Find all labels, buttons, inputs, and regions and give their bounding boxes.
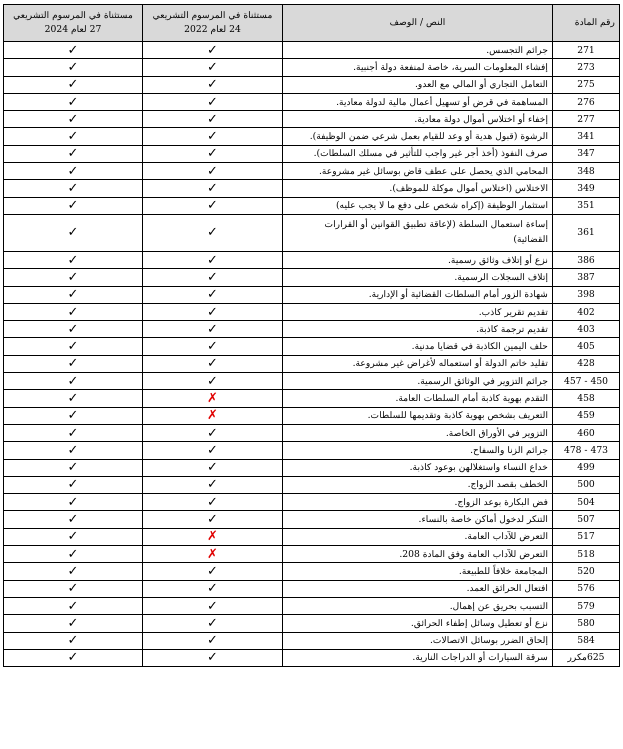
decree-2022-mark: ✓ <box>143 286 283 303</box>
table-row <box>4 269 620 286</box>
article-number: 625مكرر <box>553 649 620 666</box>
article-description: إلحاق الضرر بوسائل الاتصالات. <box>283 632 553 649</box>
table-row <box>4 632 620 649</box>
decree-2022-mark: ✓ <box>143 615 283 632</box>
article-description: إساءة استعمال السلطة (لإعاقة تطبيق القوانين أو القرارات القضائية) <box>283 214 553 251</box>
article-number: 500 <box>553 476 620 493</box>
table-row <box>4 321 620 338</box>
article-description: المجامعة خلافاً للطبيعة. <box>283 563 553 580</box>
decree-2024-mark: ✓ <box>4 442 143 459</box>
article-description: حلف اليمين الكاذبة في قضايا مدنية. <box>283 338 553 355</box>
decree-2024-mark: ✓ <box>4 321 143 338</box>
decree-2022-mark: ✓ <box>143 476 283 493</box>
decree-2022-mark: ✗ <box>143 407 283 424</box>
decree-2024-mark: ✓ <box>4 615 143 632</box>
table-row <box>4 111 620 128</box>
decree-2024-mark: ✓ <box>4 424 143 441</box>
decree-2022-mark: ✓ <box>143 111 283 128</box>
article-description: صرف النفوذ (أخذ أجر غير واجب للتأثير في مسلك السلطات). <box>283 145 553 162</box>
article-number: 458 <box>553 390 620 407</box>
article-number: 576 <box>553 580 620 597</box>
article-description: التعرض للآداب العامة وفق المادة 208. <box>283 546 553 563</box>
header-decree-2024: مستثناة في المرسوم التشريعي 27 لعام 2024 <box>4 5 143 42</box>
article-number: 517 <box>553 528 620 545</box>
article-description: إخفاء أو اختلاس أموال دولة معادية. <box>283 111 553 128</box>
decree-2022-mark: ✓ <box>143 76 283 93</box>
decree-2024-mark: ✓ <box>4 476 143 493</box>
decree-2024-mark: ✓ <box>4 180 143 197</box>
article-number: 271 <box>553 42 620 59</box>
table-row <box>4 597 620 614</box>
article-number: 584 <box>553 632 620 649</box>
table-row <box>4 407 620 424</box>
table-row <box>4 563 620 580</box>
article-description: التقدم بهوية كاذبة أمام السلطات العامة. <box>283 390 553 407</box>
article-number: 402 <box>553 303 620 320</box>
decree-2024-mark: ✓ <box>4 145 143 162</box>
table-row <box>4 649 620 666</box>
article-description: تقليد خاتم الدولة أو استعماله لأغراض غير مشروعة. <box>283 355 553 372</box>
table-row <box>4 511 620 528</box>
article-number: 580 <box>553 615 620 632</box>
table-row <box>4 424 620 441</box>
decree-2022-mark: ✓ <box>143 373 283 390</box>
article-description: المساهمة في قرض أو تسهيل أعمال مالية لدولة معادية. <box>283 93 553 110</box>
decree-2022-mark: ✗ <box>143 390 283 407</box>
decree-2024-mark: ✓ <box>4 303 143 320</box>
decree-2022-mark: ✗ <box>143 546 283 563</box>
table-row <box>4 93 620 110</box>
article-description: نزع أو تعطيل وسائل إطفاء الحرائق. <box>283 615 553 632</box>
decree-2022-mark: ✓ <box>143 442 283 459</box>
article-number: 349 <box>553 180 620 197</box>
decree-2022-mark: ✓ <box>143 355 283 372</box>
exceptions-table <box>3 4 620 667</box>
article-number: 277 <box>553 111 620 128</box>
decree-2022-mark: ✓ <box>143 321 283 338</box>
decree-2024-mark: ✓ <box>4 286 143 303</box>
article-description: التعامل التجاري أو المالي مع العدو. <box>283 76 553 93</box>
decree-2024-mark: ✓ <box>4 528 143 545</box>
article-number: 518 <box>553 546 620 563</box>
article-number: 520 <box>553 563 620 580</box>
table-row <box>4 76 620 93</box>
article-number: 341 <box>553 128 620 145</box>
decree-2022-mark: ✗ <box>143 528 283 545</box>
article-description: الخطف بقصد الزواج. <box>283 476 553 493</box>
decree-2024-mark: ✓ <box>4 355 143 372</box>
article-description: جرائم التزوير في الوثائق الرسمية. <box>283 373 553 390</box>
article-description: الرشوة (قبول هدية أو وعد للقيام بعمل شرعي ضمن الوظيفة). <box>283 128 553 145</box>
decree-2024-mark: ✓ <box>4 251 143 268</box>
article-description: تقديم تقرير كاذب. <box>283 303 553 320</box>
article-number: 450 - 457 <box>553 373 620 390</box>
decree-2022-mark: ✓ <box>143 338 283 355</box>
article-number: 348 <box>553 163 620 180</box>
decree-2024-mark: ✓ <box>4 546 143 563</box>
article-number: 403 <box>553 321 620 338</box>
decree-2024-mark: ✓ <box>4 407 143 424</box>
decree-2022-mark: ✓ <box>143 632 283 649</box>
table-row <box>4 580 620 597</box>
decree-2024-mark: ✓ <box>4 128 143 145</box>
article-number: 276 <box>553 93 620 110</box>
decree-2022-mark: ✓ <box>143 145 283 162</box>
article-description: جرائم التجسس. <box>283 42 553 59</box>
article-description: التنكر لدخول أماكن خاصة بالنساء. <box>283 511 553 528</box>
article-number: 387 <box>553 269 620 286</box>
table-row <box>4 214 620 251</box>
header-description: النص / الوصف <box>283 5 553 42</box>
article-description: التزوير في الأوراق الخاصة. <box>283 424 553 441</box>
article-number: 405 <box>553 338 620 355</box>
table-row <box>4 128 620 145</box>
decree-2022-mark: ✓ <box>143 59 283 76</box>
decree-2024-mark: ✓ <box>4 76 143 93</box>
decree-2022-mark: ✓ <box>143 494 283 511</box>
article-number: 273 <box>553 59 620 76</box>
article-number: 459 <box>553 407 620 424</box>
decree-2024-mark: ✓ <box>4 597 143 614</box>
decree-2022-mark: ✓ <box>143 303 283 320</box>
decree-2024-mark: ✓ <box>4 563 143 580</box>
decree-2024-mark: ✓ <box>4 269 143 286</box>
header-row <box>4 5 620 42</box>
table-row <box>4 494 620 511</box>
decree-2022-mark: ✓ <box>143 269 283 286</box>
article-number: 579 <box>553 597 620 614</box>
table-row <box>4 546 620 563</box>
article-description: التسبب بحريق عن إهمال. <box>283 597 553 614</box>
decree-2022-mark: ✓ <box>143 93 283 110</box>
table-row <box>4 373 620 390</box>
article-number: 275 <box>553 76 620 93</box>
document-page <box>3 4 619 667</box>
decree-2024-mark: ✓ <box>4 42 143 59</box>
decree-2024-mark: ✓ <box>4 632 143 649</box>
table-row <box>4 338 620 355</box>
article-description: سرقة السيارات أو الدراجات النارية. <box>283 649 553 666</box>
article-description: افتعال الحرائق العمد. <box>283 580 553 597</box>
decree-2022-mark: ✓ <box>143 197 283 214</box>
article-number: 347 <box>553 145 620 162</box>
article-number: 386 <box>553 251 620 268</box>
decree-2024-mark: ✓ <box>4 580 143 597</box>
decree-2022-mark: ✓ <box>143 180 283 197</box>
article-description: المحامي الذي يحصل على عطف قاض بوسائل غير مشروعة. <box>283 163 553 180</box>
table-row <box>4 303 620 320</box>
table-row <box>4 528 620 545</box>
table-row <box>4 163 620 180</box>
table-row <box>4 615 620 632</box>
decree-2022-mark: ✓ <box>143 251 283 268</box>
article-description: التعرض للآداب العامة. <box>283 528 553 545</box>
decree-2022-mark: ✓ <box>143 214 283 251</box>
table-row <box>4 476 620 493</box>
article-description: الاختلاس (اختلاس أموال موكلة للموظف). <box>283 180 553 197</box>
decree-2022-mark: ✓ <box>143 128 283 145</box>
header-article-number: رقم المادة <box>553 5 620 42</box>
table-row <box>4 442 620 459</box>
article-description: فض البكارة بوعد الزواج. <box>283 494 553 511</box>
article-description: تقديم ترجمة كاذبة. <box>283 321 553 338</box>
decree-2022-mark: ✓ <box>143 649 283 666</box>
decree-2022-mark: ✓ <box>143 563 283 580</box>
article-number: 507 <box>553 511 620 528</box>
decree-2024-mark: ✓ <box>4 93 143 110</box>
article-number: 473 - 478 <box>553 442 620 459</box>
decree-2024-mark: ✓ <box>4 111 143 128</box>
table-row <box>4 390 620 407</box>
header-decree-2022: مستثناة في المرسوم التشريعي 24 لعام 2022 <box>143 5 283 42</box>
decree-2022-mark: ✓ <box>143 459 283 476</box>
article-number: 504 <box>553 494 620 511</box>
decree-2022-mark: ✓ <box>143 42 283 59</box>
table-row <box>4 197 620 214</box>
article-description: خداع النساء واستغلالهن بوعود كاذبة. <box>283 459 553 476</box>
article-description: إتلاف السجلات الرسمية. <box>283 269 553 286</box>
decree-2022-mark: ✓ <box>143 424 283 441</box>
decree-2024-mark: ✓ <box>4 649 143 666</box>
article-description: جرائم الزنا والسفاح. <box>283 442 553 459</box>
decree-2022-mark: ✓ <box>143 163 283 180</box>
article-number: 460 <box>553 424 620 441</box>
decree-2022-mark: ✓ <box>143 580 283 597</box>
decree-2024-mark: ✓ <box>4 338 143 355</box>
table-body <box>4 42 620 667</box>
article-number: 398 <box>553 286 620 303</box>
article-description: استثمار الوظيفة (إكراه شخص على دفع ما لا يجب عليه) <box>283 197 553 214</box>
table-row <box>4 180 620 197</box>
article-description: نزع أو إتلاف وثائق رسمية. <box>283 251 553 268</box>
table-row <box>4 145 620 162</box>
article-number: 351 <box>553 197 620 214</box>
table-row <box>4 59 620 76</box>
decree-2024-mark: ✓ <box>4 390 143 407</box>
article-description: إفشاء المعلومات السرية، خاصة لمنفعة دولة أجنبية. <box>283 59 553 76</box>
decree-2022-mark: ✓ <box>143 511 283 528</box>
decree-2024-mark: ✓ <box>4 373 143 390</box>
article-number: 361 <box>553 214 620 251</box>
article-number: 428 <box>553 355 620 372</box>
decree-2024-mark: ✓ <box>4 511 143 528</box>
decree-2022-mark: ✓ <box>143 597 283 614</box>
table-row <box>4 355 620 372</box>
decree-2024-mark: ✓ <box>4 459 143 476</box>
decree-2024-mark: ✓ <box>4 59 143 76</box>
table-row <box>4 459 620 476</box>
decree-2024-mark: ✓ <box>4 197 143 214</box>
decree-2024-mark: ✓ <box>4 163 143 180</box>
article-number: 499 <box>553 459 620 476</box>
table-row <box>4 251 620 268</box>
article-description: شهادة الزور أمام السلطات القضائية أو الإدارية. <box>283 286 553 303</box>
table-row <box>4 286 620 303</box>
decree-2024-mark: ✓ <box>4 214 143 251</box>
article-description: التعريف بشخص بهوية كاذبة وتقديمها للسلطات. <box>283 407 553 424</box>
decree-2024-mark: ✓ <box>4 494 143 511</box>
table-row <box>4 42 620 59</box>
